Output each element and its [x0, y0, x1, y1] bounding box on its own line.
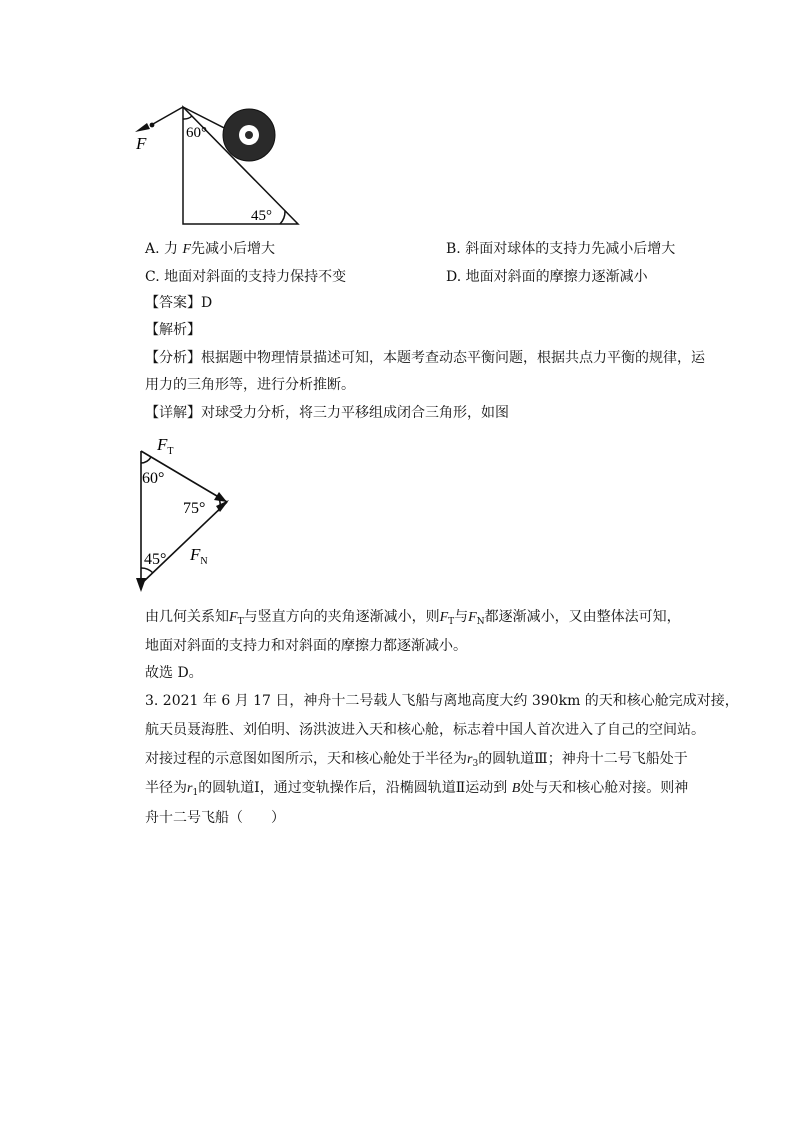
force-arrowhead [135, 123, 150, 132]
option-a-force: F [182, 242, 192, 257]
force-label: F [136, 134, 147, 153]
force-dot [150, 123, 155, 128]
option-a[interactable] [145, 239, 275, 260]
ft-label: $F_T$ [157, 435, 174, 457]
conclusion-line-1: 由几何关系知$F_T$与竖直方向的夹角逐渐减小，则$F_T$与$F_N$都逐渐减小，又由整体法可知， [145, 609, 681, 627]
conclusion-line-2: 地面对斜面的支持力和对斜面的摩擦力都逐渐减小。 [145, 638, 467, 654]
fn-label: $F_N$ [190, 545, 208, 567]
analysis-line-2: 用力的三角形等，进行分析推断。 [145, 377, 355, 393]
angle-arc-top [141, 457, 151, 463]
force-triangle-figure [125, 434, 245, 594]
option-a-prefix: A. 力 [145, 241, 183, 257]
vertical-arrowhead [136, 578, 146, 592]
option-d[interactable]: D. 地面对斜面的摩擦力逐渐减小 [446, 269, 648, 285]
option-c[interactable]: C. 地面对斜面的支持力保持不变 [145, 269, 347, 285]
angle-arc-top [183, 116, 192, 119]
angle-arc-bottom [141, 568, 153, 573]
angle-arc-bottom [280, 211, 285, 224]
question3-line-3: 对接过程的示意图如图所示，天和核心舱处于半径为$r_3$的圆轨道Ⅲ；神舟十二号飞船处于 [145, 751, 688, 769]
analysis-line-1: 【分析】根据题中物理情景描述可知，本题考查动态平衡问题，根据共点力平衡的规律，运 [145, 350, 705, 366]
angle-label-bottom: 45° [251, 208, 272, 224]
question3-line-4: 半径为$r_1$的圆轨道Ⅰ，通过变轨操作后，沿椭圆轨道Ⅱ运动到 B处与天和核心舱对接。则神 [145, 780, 689, 798]
detail-line: 【详解】对球受力分析，将三力平移组成闭合三角形，如图 [145, 405, 509, 421]
question3-line-5: 舟十二号飞船（ ） [145, 810, 285, 826]
question3-line-1: 3. 2021 年 6 月 17 日，神舟十二号载人飞船与离地高度大约 390km 的天和核心舱完成对接， [145, 693, 739, 709]
option-a-text: 先减小后增大 [191, 241, 276, 257]
angle-label-top: 60° [186, 125, 207, 141]
analysis-heading: 【解析】 [145, 322, 201, 338]
option-b[interactable]: B. 斜面对球体的支持力先减小后增大 [446, 241, 676, 257]
force-line [153, 107, 183, 124]
answer-line: 【答案】D [145, 295, 213, 311]
ball-center [245, 131, 253, 139]
angle-label-top: 60° [142, 470, 165, 487]
angle-label-right: 75° [183, 500, 206, 517]
conclusion-line-3: 故选 D。 [145, 665, 203, 681]
ft-arrowhead [214, 492, 227, 502]
angle-label-bottom: 45° [144, 551, 167, 568]
incline-figure [125, 98, 315, 230]
question3-line-2: 航天员聂海胜、刘伯明、汤洪波进入天和核心舱，标志着中国人首次进入了自己的空间站。 [145, 722, 705, 738]
